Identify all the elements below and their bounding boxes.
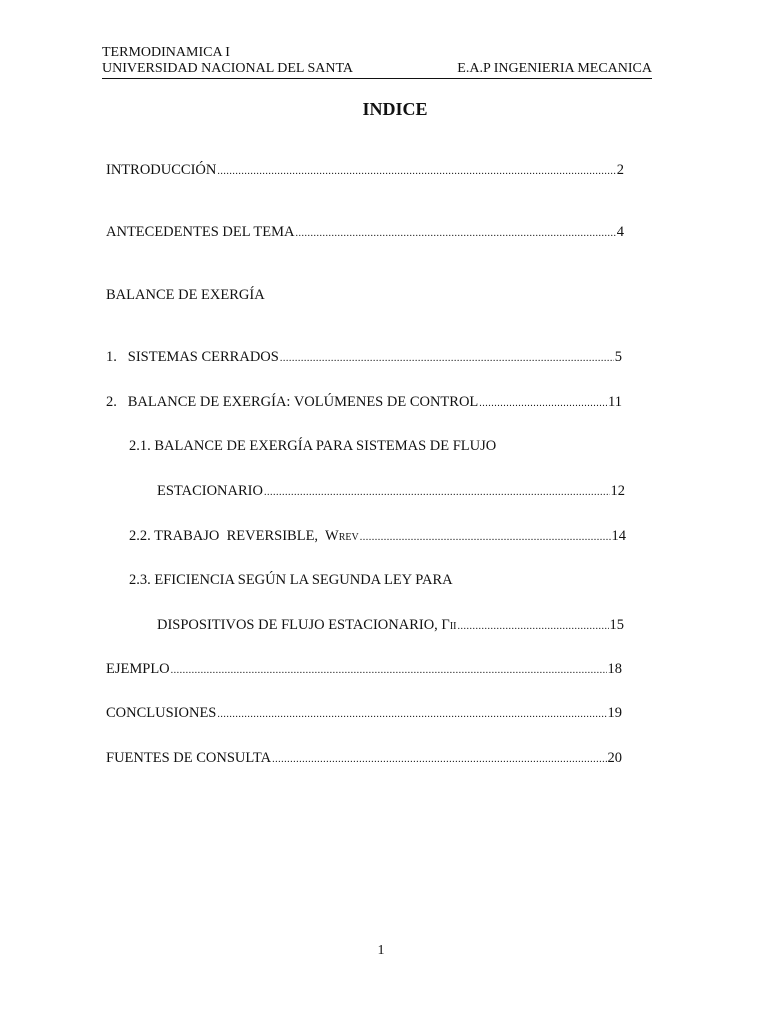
toc-leader-dots xyxy=(171,665,607,676)
toc-entry-introduccion[interactable] xyxy=(106,162,624,179)
toc-leader-dots xyxy=(272,754,606,765)
toc-label: FUENTES DE CONSULTA xyxy=(106,750,272,766)
toc-label: 1. SISTEMAS CERRADOS xyxy=(106,349,279,365)
toc-page-number: 19 xyxy=(607,705,622,721)
toc-heading-balance: BALANCE DE EXERGÍA xyxy=(106,287,265,303)
page-header xyxy=(102,45,652,79)
toc-page-number: 5 xyxy=(614,349,622,365)
toc-label: ESTACIONARIO xyxy=(157,483,263,499)
page-number: 1 xyxy=(377,943,385,958)
toc-page-number: 12 xyxy=(610,483,625,499)
toc-entry-fuentes-consulta[interactable] xyxy=(106,750,622,767)
toc-entry-2-3-line1: 2.3. EFICIENCIA SEGÚN LA SEGUNDA LEY PARA xyxy=(129,572,453,588)
page-title: INDICE xyxy=(362,99,428,119)
toc-label: CONCLUSIONES xyxy=(106,705,217,721)
toc-leader-dots xyxy=(280,353,614,364)
toc-page-number: 14 xyxy=(611,528,626,544)
toc-label-text: 2.2. TRABAJO REVERSIBLE, W xyxy=(129,528,339,544)
toc-entry-2-1-line1: 2.1. BALANCE DE EXERGÍA PARA SISTEMAS DE FLUJO xyxy=(129,438,497,454)
toc-leader-dots xyxy=(360,532,611,543)
header-university: UNIVERSIDAD NACIONAL DEL SANTA xyxy=(102,61,353,76)
toc-label: EJEMPLO xyxy=(106,661,170,677)
toc-page-number: 4 xyxy=(616,224,624,240)
toc-page-number: 20 xyxy=(607,750,622,766)
toc-entry-ejemplo[interactable] xyxy=(106,661,622,678)
toc-page-number: 11 xyxy=(608,394,622,410)
toc-leader-dots xyxy=(217,166,615,177)
toc-leader-dots xyxy=(479,398,607,409)
toc-entry-sistemas-cerrados[interactable] xyxy=(106,349,622,366)
toc-entry-dispositivos-flujo[interactable] xyxy=(157,617,624,634)
toc-label: INTRODUCCIÓN xyxy=(106,162,217,178)
toc-page-number: 2 xyxy=(616,162,624,178)
toc-page-number: 15 xyxy=(609,617,624,633)
toc-entry-trabajo-reversible[interactable] xyxy=(129,528,626,545)
toc-page-number: 18 xyxy=(607,661,622,677)
toc-label xyxy=(157,617,456,634)
toc-label-subscript: II xyxy=(449,621,457,632)
toc-entry-conclusiones[interactable] xyxy=(106,705,622,722)
toc-leader-dots xyxy=(217,709,606,720)
toc-label xyxy=(129,528,359,545)
toc-label: ANTECEDENTES DEL TEMA xyxy=(106,224,295,240)
toc-entry-antecedentes[interactable] xyxy=(106,224,624,241)
toc-leader-dots xyxy=(295,228,615,239)
header-line xyxy=(102,61,652,79)
toc-leader-dots xyxy=(264,487,610,498)
toc-label-subscript: REV xyxy=(338,532,359,543)
toc-leader-dots xyxy=(457,621,608,632)
header-course: TERMODINAMICA I xyxy=(102,45,230,60)
toc-entry-estacionario[interactable] xyxy=(157,483,625,500)
toc-entry-volumenes-control[interactable] xyxy=(106,394,622,411)
toc-label-text: DISPOSITIVOS DE FLUJO ESTACIONARIO, Γ xyxy=(157,617,450,633)
header-school: E.A.P INGENIERIA MECANICA xyxy=(457,61,652,76)
toc-label: 2. BALANCE DE EXERGÍA: VOLÚMENES DE CONTROL xyxy=(106,394,479,410)
